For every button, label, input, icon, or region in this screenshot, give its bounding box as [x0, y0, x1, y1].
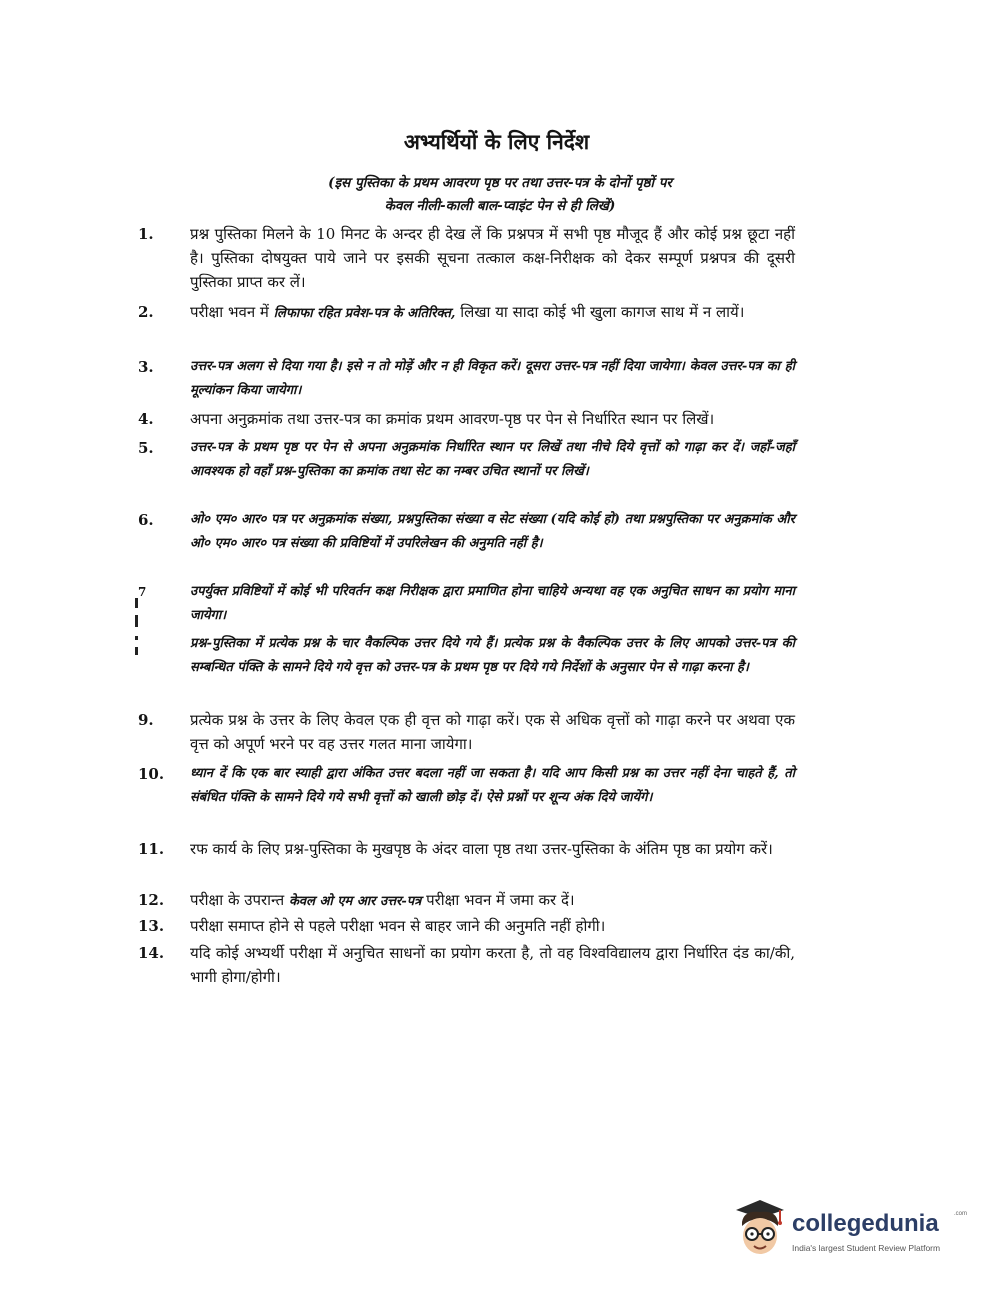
item-text-part-a: परीक्षा के उपरान्त	[190, 891, 285, 909]
item-text: उत्तर-पत्र अलग से दिया गया है। इसे न तो मोड़ें और न ही विकृत करें। दूसरा उत्तर-पत्र नहीं दिया जायेगा। केवल उत्तर-पत्र का ही मूल्यांकन किया जायेगा।	[190, 359, 795, 398]
item-number: 11.	[138, 840, 165, 858]
item-text: उपर्युक्त प्रविष्टियों में कोई भी परिवर्तन कक्ष निरीक्षक द्वारा प्रमाणित होना चाहिये अन्यथा वह एक अनुचित साधन का प्रयोग माना जायेगा।	[190, 584, 795, 623]
item-number: 3.	[138, 358, 154, 376]
page-subtitle	[200, 172, 800, 218]
scan-margin-mark	[135, 636, 138, 640]
item-number: 13.	[138, 917, 165, 935]
item-number: 2.	[138, 303, 154, 321]
logo-tagline: India's largest Student Review Platform	[792, 1243, 941, 1253]
collegedunia-logo	[730, 1196, 970, 1266]
scan-margin-mark	[135, 615, 138, 627]
scan-margin-mark	[135, 647, 138, 655]
item-number: 10.	[138, 765, 165, 783]
item-number: 4.	[138, 410, 154, 428]
item-number: 12.	[138, 891, 165, 909]
subtitle-line-1: (इस पुस्तिका के प्रथम आवरण पृष्ठ पर तथा उत्तर-पत्र के दोनों पृष्ठों पर	[328, 175, 672, 191]
item-text: यदि कोई अभ्यर्थी परीक्षा में अनुचित साधनों का प्रयोग करता है, तो वह विश्वविद्यालय द्वारा निर्धारित दंड का/की, भागी होगा/होगी।	[190, 944, 795, 986]
item-text-part-b: लिखा या सादा कोई भी खुला कागज साथ में न लायें।	[460, 303, 745, 321]
item-text: अपना अनुक्रमांक तथा उत्तर-पत्र का क्रमांक प्रथम आवरण-पृष्ठ पर पेन से निर्धारित स्थान पर लिखें।	[190, 410, 715, 428]
item-number: 14.	[138, 944, 165, 962]
item-text-highlight: केवल ओ एम आर उत्तर-पत्र	[288, 894, 422, 909]
item-number: 9.	[138, 711, 154, 729]
item-text: परीक्षा समाप्त होने से पहले परीक्षा भवन से बाहर जाने की अनुमति नहीं होगी।	[190, 917, 606, 935]
mascot-icon	[730, 1196, 790, 1264]
item-number: 5.	[138, 439, 154, 457]
item-number: 6.	[138, 511, 154, 529]
item-text	[190, 888, 795, 914]
item-text-part-a: परीक्षा भवन में	[190, 303, 269, 321]
item-text: प्रश्न-पुस्तिका में प्रत्येक प्रश्न के चार वैकल्पिक उत्तर दिये गये हैं। प्रत्येक प्रश्न के वैकल्पिक उत्तर के लिए आपको उत्तर-पत्र की सम्बन्धित पंक्ति के सामने दिये गये वृत्त को उत्तर-पत्र के प्रथम पृष्ठ पर दिये गये निर्देशों के अनुसार पेन से गाढ़ा करना है।	[190, 636, 795, 675]
item-text: उत्तर-पत्र के प्रथम पृष्ठ पर पेन से अपना अनुक्रमांक निर्धारित स्थान पर लिखें तथा नीचे दिये वृत्तों को गाढ़ा कर दें। जहाँ-जहाँ आवश्यक हो वहाँ प्रश्न-पुस्तिका का क्रमांक तथा सेट का नम्बर उचित स्थानों पर लिखें।	[190, 440, 795, 479]
item-text	[190, 300, 795, 326]
logo-brand-name: collegedunia	[792, 1210, 939, 1237]
item-text: ध्यान दें कि एक बार स्याही द्वारा अंकित उत्तर बदला नहीं जा सकता है। यदि आप किसी प्रश्न का उत्तर नहीं देना चाहते हैं, तो संबंधित पंक्ति के सामने दिये गये सभी वृत्तों को खाली छोड़ दें। ऐसे प्रश्नों पर शून्य अंक दिये जायेंगे।	[190, 766, 795, 805]
item-text: रफ कार्य के लिए प्रश्न-पुस्तिका के मुखपृष्ठ के अंदर वाला पृष्ठ तथा उत्तर-पुस्तिका के अंतिम पृष्ठ का प्रयोग करें।	[190, 840, 773, 858]
item-text: प्रश्न पुस्तिका मिलने के 10 मिनट के अन्दर ही देख लें कि प्रश्नपत्र में सभी पृष्ठ मौजूद हैं और कोई प्रश्न छूटा नहीं है। पुस्तिका दोषयुक्त पाये जाने पर इसकी सूचना तत्काल कक्ष-निरीक्षक को देकर सम्पूर्ण प्रश्नपत्र की दूसरी पुस्तिका प्राप्त कर लें।	[190, 225, 795, 291]
subtitle-line-2: केवल नीली-काली बाल-प्वाइंट पेन से ही लिखें)	[384, 198, 616, 214]
item-text-highlight: लिफाफा रहित प्रवेश-पत्र के अतिरिक्त,	[273, 306, 456, 321]
item-number: 7	[138, 585, 147, 599]
scan-margin-mark	[135, 598, 138, 608]
logo-domain-suffix: .com	[954, 1211, 968, 1217]
item-text: प्रत्येक प्रश्न के उत्तर के लिए केवल एक ही वृत्त को गाढ़ा करें। एक से अधिक वृत्तों को गाढ़ा करने पर अथवा एक वृत्त को अपूर्ण भरने पर वह उत्तर गलत माना जायेगा।	[190, 711, 795, 753]
item-number: 1.	[138, 225, 154, 243]
item-text-part-b: परीक्षा भवन में जमा कर दें।	[426, 891, 575, 909]
page-title: अभ्यर्थियों के लिए निर्देश	[403, 129, 590, 154]
item-text: ओ० एम० आर० पत्र पर अनुक्रमांक संख्या, प्रश्नपुस्तिका संख्या व सेट संख्या (यदि कोई हो) तथा प्रश्नपुस्तिका पर अनुक्रमांक और ओ० एम० आर० पत्र संख्या की प्रविष्टियों में उपरिलेखन की अनुमति नहीं है।	[190, 512, 795, 551]
